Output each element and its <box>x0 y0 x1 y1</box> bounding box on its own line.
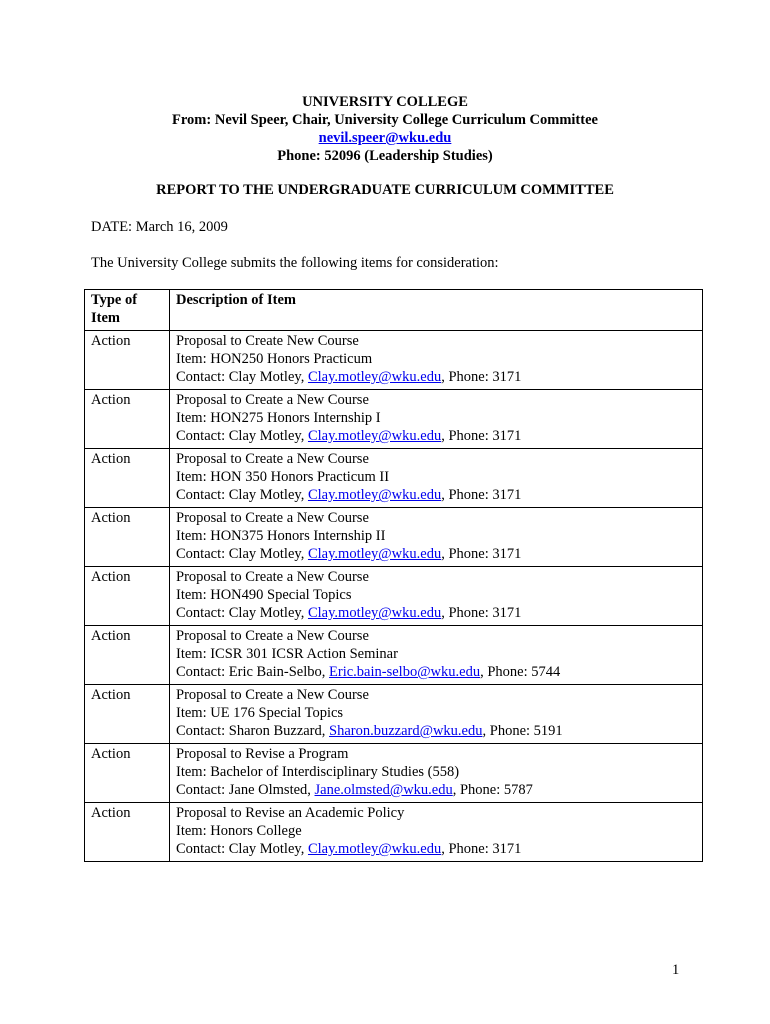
contact-phone: , Phone: 3171 <box>441 605 522 621</box>
row-contact <box>176 368 696 386</box>
memo-header <box>0 93 770 165</box>
table-row <box>85 626 703 685</box>
row-description <box>170 508 703 567</box>
row-proposal: Proposal to Create a New Course <box>176 628 369 644</box>
contact-email-link[interactable]: Sharon.buzzard@wku.edu <box>329 723 483 739</box>
date-line: DATE: March 16, 2009 <box>91 219 228 235</box>
table-row <box>85 567 703 626</box>
contact-phone: , Phone: 5191 <box>482 723 563 739</box>
row-type: Action <box>85 449 170 508</box>
contact-email-link[interactable]: Clay.motley@wku.edu <box>307 369 442 385</box>
table-row <box>85 508 703 567</box>
contact-phone: , Phone: 5787 <box>452 782 533 798</box>
contact-email-link[interactable]: Eric.bain-selbo@wku.edu <box>329 664 481 680</box>
table-row <box>85 685 703 744</box>
contact-email-link[interactable]: Clay.motley@wku.edu <box>307 487 442 503</box>
contact-name: Contact: Clay Motley, <box>176 487 305 503</box>
contact-email-link[interactable]: Clay.motley@wku.edu <box>307 428 442 444</box>
contact-phone: , Phone: 3171 <box>441 369 522 385</box>
contact-email-link[interactable]: Clay.motley@wku.edu <box>307 605 442 621</box>
contact-phone: , Phone: 5744 <box>480 664 561 680</box>
row-description <box>170 331 703 390</box>
intro-text: The University College submits the following items for consideration: <box>91 255 499 271</box>
table-row <box>85 331 703 390</box>
row-description <box>170 390 703 449</box>
row-type: Action <box>85 744 170 803</box>
phone-line: Phone: 52096 (Leadership Studies) <box>277 148 493 164</box>
row-contact <box>176 663 696 681</box>
contact-email-link[interactable]: Clay.motley@wku.edu <box>307 546 442 562</box>
row-proposal: Proposal to Revise a Program <box>176 746 349 762</box>
row-item: Item: HON490 Special Topics <box>176 587 352 603</box>
contact-name: Contact: Clay Motley, <box>176 369 305 385</box>
row-contact <box>176 840 696 858</box>
col-description-header: Description of Item <box>170 290 703 331</box>
contact-phone: , Phone: 3171 <box>441 428 522 444</box>
contact-phone: , Phone: 3171 <box>441 487 522 503</box>
row-proposal: Proposal to Revise an Academic Policy <box>176 805 405 821</box>
col-type-header: Type of Item <box>85 290 170 331</box>
row-description <box>170 744 703 803</box>
table-row <box>85 449 703 508</box>
contact-email-link[interactable]: Clay.motley@wku.edu <box>307 841 442 857</box>
contact-phone: , Phone: 3171 <box>441 841 522 857</box>
contact-name: Contact: Clay Motley, <box>176 605 305 621</box>
table-row <box>85 803 703 862</box>
table-row <box>85 390 703 449</box>
row-description <box>170 567 703 626</box>
row-item: Item: Bachelor of Interdisciplinary Studies (558) <box>176 764 460 780</box>
row-item: Item: HON275 Honors Internship I <box>176 410 381 426</box>
table-header-row <box>85 290 703 331</box>
row-description <box>170 626 703 685</box>
page-number: 1 <box>672 962 680 978</box>
row-proposal: Proposal to Create a New Course <box>176 451 369 467</box>
table-row <box>85 744 703 803</box>
row-type: Action <box>85 567 170 626</box>
row-contact <box>176 427 696 445</box>
row-contact <box>176 781 696 799</box>
items-table <box>84 289 703 862</box>
contact-name: Contact: Clay Motley, <box>176 841 305 857</box>
row-contact <box>176 545 696 563</box>
row-type: Action <box>85 331 170 390</box>
report-title: REPORT TO THE UNDERGRADUATE CURRICULUM COMMITTEE <box>156 182 614 198</box>
contact-phone: , Phone: 3171 <box>441 546 522 562</box>
row-proposal: Proposal to Create New Course <box>176 333 359 349</box>
chair-email-link[interactable]: nevil.speer@wku.edu <box>318 130 452 146</box>
row-description <box>170 449 703 508</box>
row-proposal: Proposal to Create a New Course <box>176 569 369 585</box>
row-item: Item: ICSR 301 ICSR Action Seminar <box>176 646 398 662</box>
row-item: Item: HON375 Honors Internship II <box>176 528 386 544</box>
row-proposal: Proposal to Create a New Course <box>176 510 369 526</box>
row-item: Item: UE 176 Special Topics <box>176 705 344 721</box>
row-contact <box>176 722 696 740</box>
contact-name: Contact: Eric Bain-Selbo, <box>176 664 326 680</box>
row-contact <box>176 486 696 504</box>
row-description <box>170 685 703 744</box>
row-item: Item: HON 350 Honors Practicum II <box>176 469 390 485</box>
row-type: Action <box>85 390 170 449</box>
row-contact <box>176 604 696 622</box>
contact-name: Contact: Clay Motley, <box>176 546 305 562</box>
contact-email-link[interactable]: Jane.olmsted@wku.edu <box>314 782 453 798</box>
row-type: Action <box>85 626 170 685</box>
contact-name: Contact: Jane Olmsted, <box>176 782 311 798</box>
row-item: Item: Honors College <box>176 823 302 839</box>
row-type: Action <box>85 508 170 567</box>
row-item: Item: HON250 Honors Practicum <box>176 351 373 367</box>
row-proposal: Proposal to Create a New Course <box>176 687 369 703</box>
row-type: Action <box>85 685 170 744</box>
row-proposal: Proposal to Create a New Course <box>176 392 369 408</box>
college-name: UNIVERSITY COLLEGE <box>302 94 468 110</box>
row-type: Action <box>85 803 170 862</box>
from-line: From: Nevil Speer, Chair, University College Curriculum Committee <box>172 112 598 128</box>
row-description <box>170 803 703 862</box>
contact-name: Contact: Sharon Buzzard, <box>176 723 326 739</box>
contact-name: Contact: Clay Motley, <box>176 428 305 444</box>
